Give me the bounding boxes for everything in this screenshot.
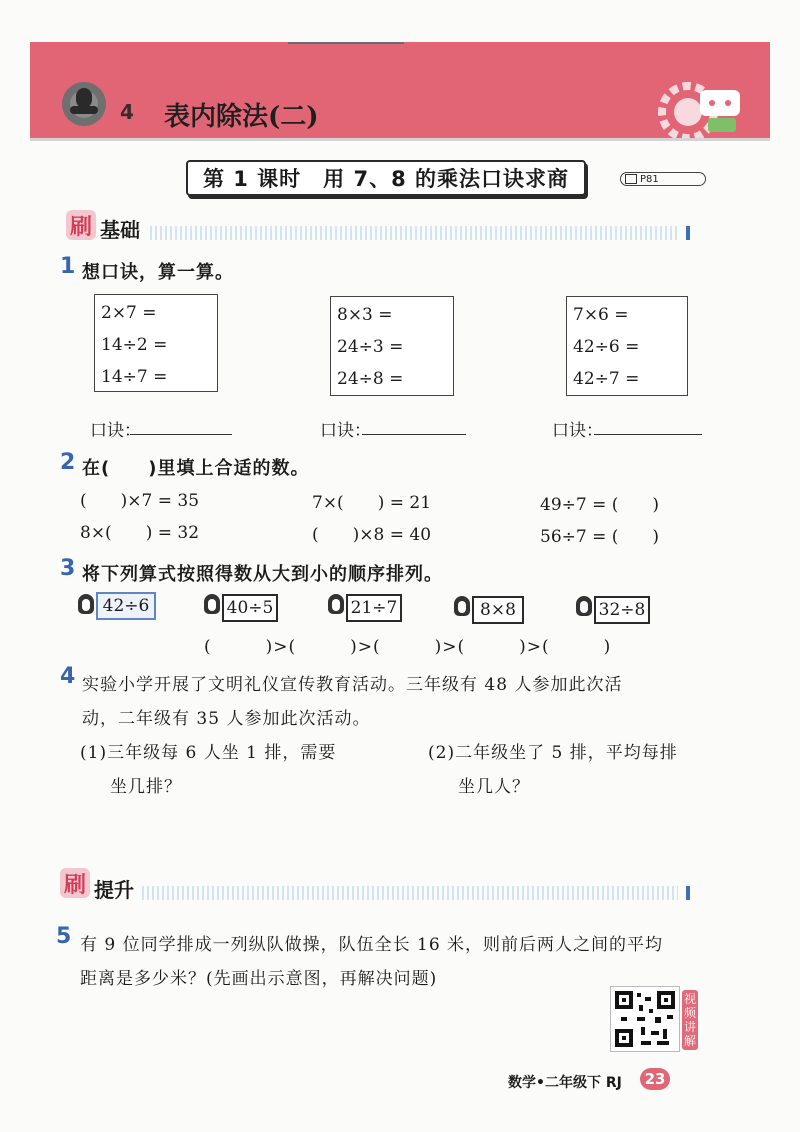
penguin-icon bbox=[204, 594, 220, 614]
section-divider-advanced bbox=[142, 886, 678, 900]
penguin-icon bbox=[328, 594, 344, 614]
qr-code[interactable] bbox=[610, 986, 680, 1052]
gear-robot-icon bbox=[648, 72, 748, 138]
calc-box bbox=[566, 296, 688, 396]
mnemonic-label: 口诀： bbox=[90, 421, 141, 441]
question-number: 4 bbox=[60, 664, 76, 689]
calc-line: 2×7 = bbox=[101, 303, 157, 323]
question-number: 3 bbox=[60, 556, 76, 581]
calc-line: 42÷7 = bbox=[573, 369, 640, 389]
book-icon bbox=[625, 174, 637, 184]
lesson-title: 第 1 课时 用 7、8 的乘法口诀求商 bbox=[186, 160, 586, 196]
calc-line: 7×6 = bbox=[573, 305, 629, 325]
header-top-rule bbox=[288, 42, 404, 44]
question-text: 动，二年级有 35 人参加此次活动。 bbox=[82, 709, 371, 729]
calc-line: 14÷7 = bbox=[101, 367, 168, 387]
page-ref-text: P81 bbox=[640, 173, 659, 185]
footer-subject-grade: 数学•二年级下 RJ bbox=[508, 1075, 622, 1091]
chapter-badge-icon bbox=[52, 74, 116, 128]
penguin-icon bbox=[454, 596, 470, 616]
calc-line: 8×3 = bbox=[337, 305, 393, 325]
calc-line: 24÷3 = bbox=[337, 337, 404, 357]
section-end-mark bbox=[686, 226, 690, 240]
fill-blank-item: ( )×8 = 40 bbox=[312, 525, 432, 545]
expression-card: 8×8 bbox=[472, 596, 524, 624]
page-number: 23 bbox=[640, 1068, 670, 1090]
question-text: 有 9 位同学排成一列纵队做操，队伍全长 16 米，则前后两人之间的平均 bbox=[80, 935, 664, 955]
calc-box bbox=[330, 296, 454, 396]
fill-blank-item: 7×( ) = 21 bbox=[312, 493, 432, 513]
order-answer-line: ( )>( )>( )>( )>( ) bbox=[204, 637, 612, 657]
question-number: 2 bbox=[60, 450, 76, 475]
subquestion-1-cont: 坐几排？ bbox=[110, 777, 182, 797]
subquestion-1: (1)三年级每 6 人坐 1 排，需要 bbox=[80, 743, 337, 763]
question-prompt: 想口诀，算一算。 bbox=[82, 262, 234, 283]
calc-line: 42÷6 = bbox=[573, 337, 640, 357]
section-title-advanced: 提升 bbox=[94, 878, 134, 902]
textbook-page-reference bbox=[620, 172, 706, 186]
subquestion-2-cont: 坐几人？ bbox=[458, 777, 530, 797]
question-number: 5 bbox=[56, 924, 72, 949]
video-explanation-label[interactable]: 视频讲解 bbox=[683, 992, 696, 1048]
mnemonic-label: 口诀： bbox=[552, 421, 603, 441]
fill-blank-item: 8×( ) = 32 bbox=[80, 523, 200, 543]
penguin-icon bbox=[78, 594, 94, 614]
fill-blank-item: ( )×7 = 35 bbox=[80, 491, 200, 511]
section-badge-advanced: 刷 bbox=[60, 868, 90, 898]
penguin-icon bbox=[576, 596, 592, 616]
question-number: 1 bbox=[60, 254, 76, 279]
question-prompt: 将下列算式按照得数从大到小的顺序排列。 bbox=[82, 564, 443, 585]
question-text: 实验小学开展了文明礼仪宣传教育活动。三年级有 48 人参加此次活 bbox=[82, 675, 623, 695]
answer-line[interactable] bbox=[594, 434, 702, 435]
calc-line: 24÷8 = bbox=[337, 369, 404, 389]
calc-box bbox=[94, 294, 218, 392]
section-badge-basic: 刷 bbox=[66, 210, 96, 240]
calc-line: 14÷2 = bbox=[101, 335, 168, 355]
expression-card: 32÷8 bbox=[594, 596, 650, 624]
expression-card: 42÷6 bbox=[96, 592, 156, 620]
section-title-basic: 基础 bbox=[100, 218, 140, 242]
fill-blank-item: 49÷7 = ( ) bbox=[540, 495, 660, 515]
expression-card: 21÷7 bbox=[346, 594, 402, 622]
question-text: 距离是多少米？(先画出示意图，再解决问题) bbox=[80, 969, 438, 989]
chapter-number: 4 bbox=[120, 100, 134, 124]
answer-line[interactable] bbox=[130, 434, 232, 435]
section-end-mark bbox=[686, 886, 690, 900]
fill-blank-item: 56÷7 = ( ) bbox=[540, 527, 660, 547]
answer-line[interactable] bbox=[362, 434, 466, 435]
expression-card: 40÷5 bbox=[222, 594, 278, 622]
mnemonic-label: 口诀： bbox=[320, 421, 371, 441]
section-divider-basic bbox=[150, 226, 678, 240]
chapter-title: 表内除法(二) bbox=[164, 102, 319, 132]
question-prompt: 在( )里填上合适的数。 bbox=[82, 458, 310, 479]
subquestion-2: (2)二年级坐了 5 排，平均每排 bbox=[428, 743, 678, 763]
